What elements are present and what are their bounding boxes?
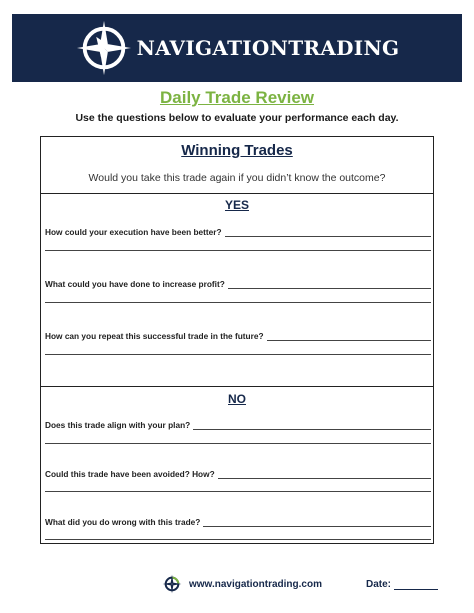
question-row	[45, 420, 431, 430]
question-text: What did you do wrong with this trade?	[45, 517, 201, 527]
question-text: Does this trade align with your plan?	[45, 420, 191, 430]
answer-line[interactable]	[218, 471, 431, 479]
answer-line[interactable]	[225, 229, 431, 237]
question-row	[45, 517, 431, 527]
date-field	[366, 579, 438, 590]
question-row	[45, 331, 431, 341]
brand-name: NAVIGATIONTRADING	[136, 36, 400, 60]
answer-line[interactable]	[45, 443, 431, 444]
question-text: What could you have done to increase profit?	[45, 279, 225, 289]
date-input-line[interactable]	[394, 580, 438, 590]
header-banner	[12, 14, 462, 82]
footer-url[interactable]: www.navigationtrading.com	[189, 579, 322, 590]
page-title: Daily Trade Review	[159, 88, 315, 107]
answer-line[interactable]	[45, 354, 431, 355]
date-label: Date:	[366, 579, 392, 590]
question-row	[45, 227, 431, 237]
answer-line[interactable]	[45, 539, 431, 540]
section-divider	[40, 386, 434, 387]
section-prompt: Would you take this trade again if you didn’t know the outcome?	[88, 172, 386, 184]
compass-icon	[75, 19, 133, 77]
question-row	[45, 469, 431, 479]
answer-line[interactable]	[193, 422, 431, 430]
section-divider	[40, 193, 434, 194]
answer-line[interactable]	[267, 333, 431, 341]
compass-icon	[162, 574, 182, 594]
answer-line[interactable]	[228, 281, 431, 289]
answer-line[interactable]	[45, 250, 431, 251]
page-subtitle: Use the questions below to evaluate your performance each day.	[75, 112, 399, 124]
question-text: How could your execution have been better?	[45, 227, 222, 237]
no-heading: NO	[228, 392, 246, 406]
question-text: How can you repeat this successful trade in the future?	[45, 331, 264, 341]
answer-line[interactable]	[45, 302, 431, 303]
section-heading: Winning Trades	[181, 142, 293, 159]
answer-line[interactable]	[45, 491, 431, 492]
answer-line[interactable]	[203, 519, 431, 527]
yes-heading: YES	[224, 198, 249, 212]
question-text: Could this trade have been avoided? How?	[45, 469, 215, 479]
question-row	[45, 279, 431, 289]
